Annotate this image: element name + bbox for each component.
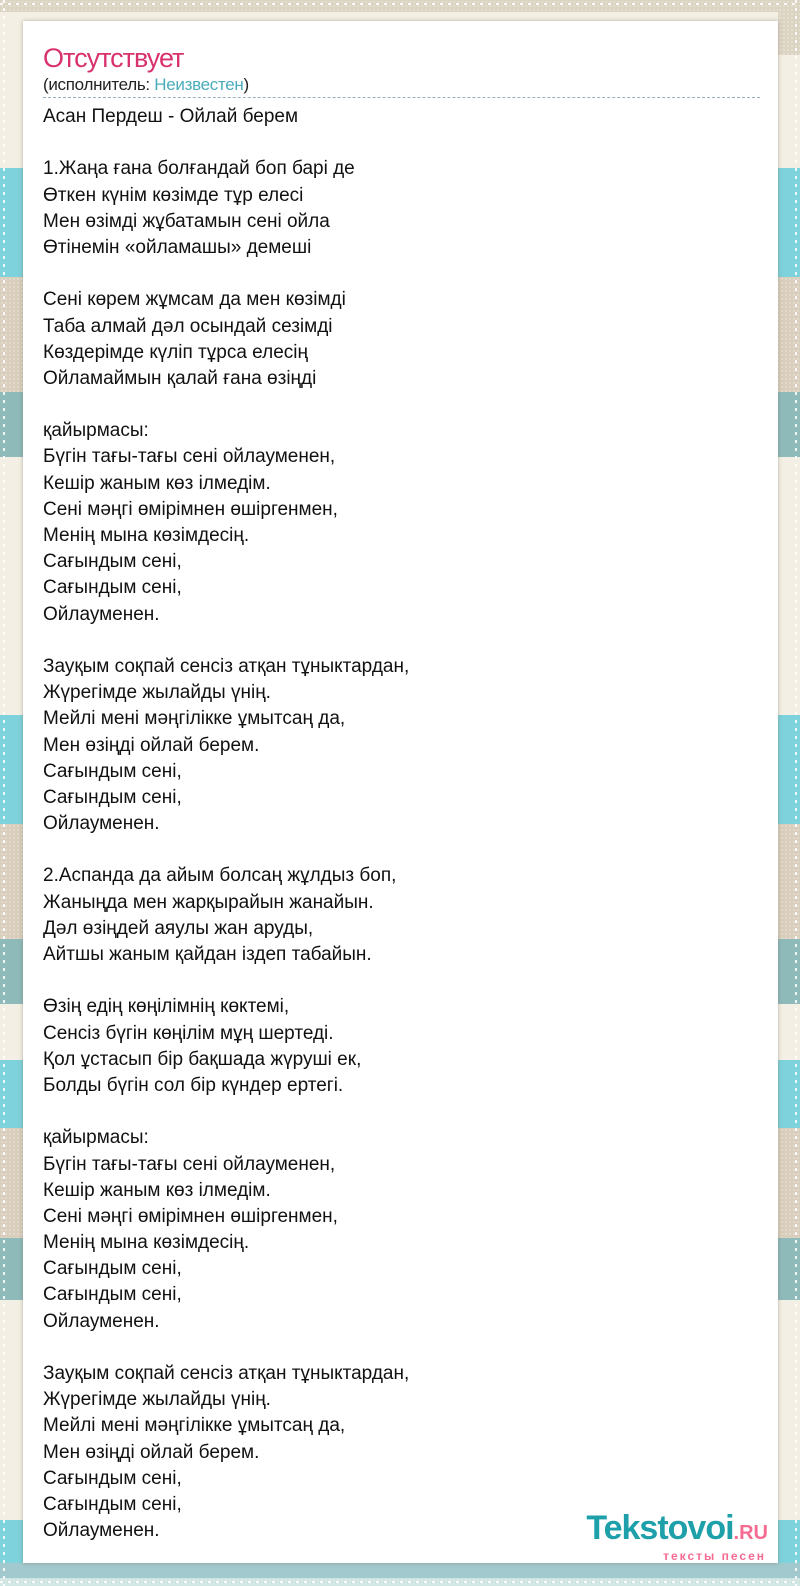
lyric-line: Ойламаймын қалай ғана өзіңді xyxy=(43,367,317,389)
lyric-line: Сағындым сені, xyxy=(43,1284,182,1306)
site-logo-tagline: тексты песен xyxy=(663,1549,766,1563)
lyric-line: Жүрегімде жылайды үнің. xyxy=(43,1389,271,1411)
content-panel xyxy=(23,21,778,1563)
lyric-line: Болды бүгін сол бір күндер ертегі. xyxy=(43,1074,344,1096)
stripe-top-beige xyxy=(0,0,800,12)
lyric-line: Ойлауменен. xyxy=(43,1520,160,1542)
lyric-line: Асан Пердеш - Ойлай берем xyxy=(43,106,299,127)
lyric-line: Ойлауменен. xyxy=(43,603,160,625)
lyric-line: Бүгін тағы-тағы сені ойлауменен, xyxy=(43,446,336,468)
page-title: Отсутствует xyxy=(43,43,184,73)
stitch-border-left xyxy=(3,0,5,1586)
lyric-blank-line xyxy=(43,392,764,418)
site-logo-wordmark xyxy=(586,1510,768,1553)
artist-label-suffix: ) xyxy=(243,75,249,94)
lyric-line: Өткен күнім көзімде тұр елесі xyxy=(43,184,304,206)
artist-link[interactable]: Неизвестен xyxy=(154,75,244,94)
lyric-line: Жүрегімде жылайды үнің. xyxy=(43,682,271,704)
lyric-line: Сағындым сені, xyxy=(43,1467,182,1489)
lyric-line: Сағындым сені, xyxy=(43,1493,182,1515)
lyric-blank-line xyxy=(43,968,764,994)
lyric-line: Жаныңда мен жарқырайын жанайын. xyxy=(43,891,374,913)
lyric-line: Сағындым сені, xyxy=(43,1258,182,1280)
dashed-divider xyxy=(43,97,760,98)
lyric-line: Зауқым соқпай сенсіз атқан тұныктардан, xyxy=(43,1363,410,1384)
lyric-line: Таба алмай дәл осындай сезімді xyxy=(43,315,333,337)
lyric-blank-line xyxy=(43,1099,764,1125)
lyric-blank-line xyxy=(43,1335,764,1361)
lyric-line: Зауқым соқпай сенсіз атқан тұныктардан, xyxy=(43,655,410,677)
lyric-line: Сені мәңгі өмірімнен өшіргенмен, xyxy=(43,498,338,520)
lyric-line: Кешір жаным көз ілмедім. xyxy=(43,472,271,494)
lyric-line: Мен өзіңді ойлай берем. xyxy=(43,1441,260,1463)
artist-line xyxy=(43,75,760,95)
bottom-band xyxy=(0,1563,800,1578)
lyric-line: Қол ұстасып бір бақшада жүруші ек, xyxy=(43,1048,362,1070)
stitch-border-bottom xyxy=(0,1581,800,1583)
site-logo[interactable] xyxy=(586,1510,768,1563)
site-logo-tld: .RU xyxy=(733,1522,768,1544)
lyric-line: қайырмасы: xyxy=(43,420,149,442)
lyric-line: Сағындым сені, xyxy=(43,786,182,808)
lyric-line: Менің мына көзімдесің. xyxy=(43,1232,250,1254)
lyric-line: Бүгін тағы-тағы сені ойлауменен, xyxy=(43,1153,336,1175)
lyric-line: Ойлауменен. xyxy=(43,813,160,835)
lyric-line: Кешір жаным көз ілмедім. xyxy=(43,1179,271,1201)
site-logo-brand: Tekstovoi xyxy=(586,1509,734,1547)
lyric-line: Ойлауменен. xyxy=(43,1310,160,1332)
lyric-line: Айтшы жаным қайдан іздеп табайын. xyxy=(43,944,372,965)
song-header xyxy=(23,21,778,98)
lyric-line: Сағындым сені, xyxy=(43,551,182,573)
stitch-border-top xyxy=(0,3,800,5)
lyric-line: Мен өзіңді ойлай берем. xyxy=(43,734,260,756)
lyric-line: Көздерімде күліп тұрса елесің xyxy=(43,341,308,363)
lyric-line: Сенсіз бүгін көңілім мұң шертеді. xyxy=(43,1022,334,1044)
lyric-line: Сені көрем жұмсам да мен көзімді xyxy=(43,289,346,311)
lyric-line: Мен өзімді жұбатамын сені ойла xyxy=(43,210,330,232)
lyric-blank-line xyxy=(43,628,764,654)
lyric-line: Өзің едің көңілімнің көктемі, xyxy=(43,996,290,1018)
stitch-border-right xyxy=(795,0,797,1586)
lyric-line: Өтінемін «ойламашы» демеші xyxy=(43,236,312,258)
lyric-line: Сағындым сені, xyxy=(43,760,182,782)
lyric-blank-line xyxy=(43,130,764,156)
lyric-line: 1.Жаңа ғана болғандай боп барі де xyxy=(43,158,355,180)
lyric-blank-line xyxy=(43,261,764,287)
lyric-line: Мейлі мені мәңгілікке ұмытсаң да, xyxy=(43,1415,346,1437)
lyric-line: Менің мына көзімдесің. xyxy=(43,525,250,546)
lyric-line: қайырмасы: xyxy=(43,1127,149,1149)
lyric-line: 2.Аспанда да айым болсаң жұлдыз боп, xyxy=(43,865,397,887)
lyric-line: Сағындым сені, xyxy=(43,577,182,599)
lyric-line: Мейлі мені мәңгілікке ұмытсаң да, xyxy=(43,708,346,730)
lyrics-text xyxy=(43,104,764,1544)
lyric-line: Сені мәңгі өмірімнен өшіргенмен, xyxy=(43,1205,338,1227)
lyric-line: Дәл өзіңдей аяулы жан аруды, xyxy=(43,917,314,939)
artist-label-prefix: (исполнитель: xyxy=(43,75,155,94)
lyric-blank-line xyxy=(43,837,764,863)
